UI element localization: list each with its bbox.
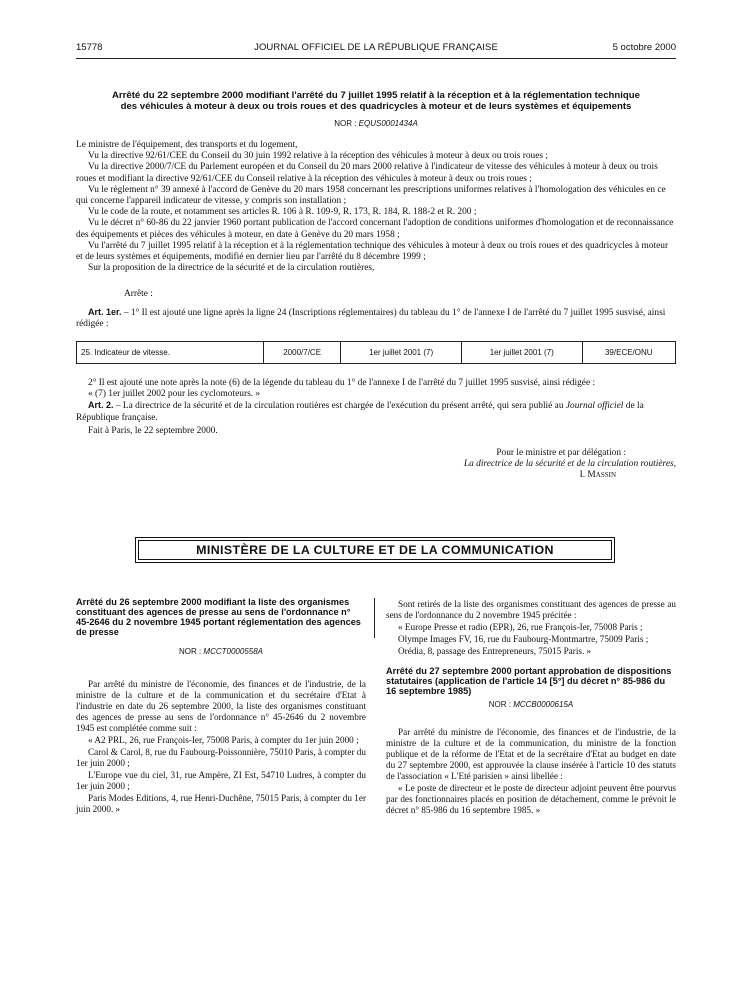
- table-cell: 39/ECE/ONU: [582, 342, 675, 364]
- header-rule: [76, 58, 676, 59]
- signature-delegation: Pour le ministre et par délégation :: [496, 448, 626, 458]
- withdrawn-entry: Orédia, 8, passage des Entrepreneurs, 75015 Paris. »: [398, 646, 592, 656]
- signature-name: I. Massin: [579, 470, 616, 481]
- withdrawn-entry: « Europe Presse et radio (EPR), 26, rue François-Ier, 75008 Paris ;: [398, 622, 643, 632]
- journal-title: JOURNAL OFFICIEL DE LA RÉPUBLIQUE FRANÇAISE: [254, 42, 498, 53]
- decree3-nor: [386, 699, 676, 710]
- decree3-clause: « Le poste de directeur et le poste de directeur adjoint peuvent être pourvus par des fonctionnaires placés en position de détachement, comme le prévoit le décret n° 85-986 du 16 septembre 1985. »: [386, 783, 676, 815]
- article1-label: Art. 1er.: [88, 307, 122, 317]
- preamble-minister: Le ministre de l'équipement, des transports et du logement,: [76, 140, 298, 150]
- article1-point2: 2° Il est ajouté une note après la note (6) de la légende du tableau du 1° de l'annexe I de l'arrêté du 7 juillet 1995 susvisé, ainsi rédigée :: [88, 378, 596, 388]
- table-cell: 2000/7/CE: [264, 342, 341, 364]
- nor-code: MCCB0000615A: [513, 700, 574, 709]
- table-cell: 1er juillet 2001 (7): [461, 342, 582, 364]
- table-cell: 1er juillet 2001 (7): [341, 342, 462, 364]
- preamble-vu: Vu la directive 2000/7/CE du Parlement européen et du Conseil du 20 mars 2000 relative à l'indicateur de vitesse des véhicules à moteur à deux ou trois roues et modifiant la directive 92/61/CEE du Conseil relative à la réception des véhicules à moteur à deux ou trois roues ;: [76, 162, 658, 184]
- decree1-title-line1: Arrêté du 22 septembre 2000 modifiant l'arrêté du 7 juillet 1995 relatif à la réception et à la réglementation technique: [112, 90, 640, 101]
- agency-entry: Carol & Carol, 8, rue du Faubourg-Poissonnière, 75010 Paris, à compter du 1er juin 2000 ;: [76, 747, 366, 768]
- decree3-title: Arrêté du 27 septembre 2000 portant approbation de dispositions statutaires (application de l'article 14 [5°] du décret n° 85-986 du 16 septembre 1985): [386, 666, 672, 696]
- nor-label: NOR :: [488, 700, 514, 709]
- decree3-intro: Par arrêté du ministre de l'économie, des finances et de l'industrie, de la ministre de la culture et de la communication, du ministre de la fonction publique et de la réforme de l'Etat et de la secrétaire d'Etat au budget en date du 27 septembre 2000, est approuvée la clause insérée à l'article 10 des statuts de l'association « L'Eté parisien » ainsi libellée :: [386, 727, 676, 781]
- ministry-banner: [135, 537, 615, 563]
- preamble-vu: Vu le règlement n° 39 annexé à l'accord de Genève du 20 mars 1958 concernant les prescriptions uniformes relatives à l'homologation des véhicules en ce qui concerne l'appareil indicateur de vitesse, y compris son installation ;: [76, 184, 666, 207]
- ministry-name: MINISTÈRE DE LA CULTURE ET DE LA COMMUNICATION: [138, 540, 612, 560]
- withdrawn-entry: Olympe Images FV, 16, rue du Faubourg-Montmartre, 75009 Paris ;: [398, 634, 649, 644]
- decree1-title-line2: des véhicules à moteur à deux ou trois roues et des quadricycles à moteur et de leurs systèmes et équipements: [120, 100, 632, 112]
- decree2: [76, 597, 366, 816]
- issue-date: 5 octobre 2000: [612, 42, 676, 53]
- decree2-title: Arrêté du 26 septembre 2000 modifiant la liste des organismes constituant des agences de presse au sens de l'ordonnance n° 45-2646 du 2 novembre 1945 portant réglementation des agences de presse: [76, 597, 361, 637]
- nor-label: NOR :: [334, 119, 359, 128]
- journal-officiel-ref: Journal officiel: [565, 401, 624, 412]
- arrete-word: Arrête :: [124, 289, 153, 299]
- table-cell: 25. Indicateur de vitesse.: [77, 342, 264, 364]
- page-number: 15778: [76, 42, 103, 53]
- agency-entry: « A2 PRL, 26, rue François-Ier, 75008 Paris, à compter du 1er juin 2000 ;: [88, 735, 359, 745]
- decree1-title: [76, 91, 676, 112]
- withdrawn-intro: Sont retirés de la liste des organismes constituant des agences de presse au sens de l'ordonnance du 2 novembre 1945 précitée :: [386, 599, 676, 620]
- article2-label: Art. 2.: [88, 400, 114, 411]
- preamble-vu: Vu l'arrêté du 7 juillet 1995 relatif à la réception et à la réglementation technique des véhicules à moteur à deux ou trois roues et des quadricycles à moteur et de leurs systèmes et équipements, modifié en dernier lieu par l'arrêté du 8 décembre 1999 ;: [76, 240, 669, 263]
- agency-entry: L'Europe vue du ciel, 31, rue Ampère, ZI Est, 54710 Ludres, à compter du 1er juin 2000 ;: [76, 770, 366, 791]
- decree1-article1-continued: [76, 378, 676, 437]
- decree2-intro: Par arrêté du ministre de l'économie, des finances et de l'industrie, de la ministre de la culture et de la communication et du secrétaire d'Etat à l'industrie en date du 26 septembre 2000, la liste des organismes constituant des agences de presse au sens de l'ordonnance n° 45-2646 du 2 novembre 1945 est complétée comme suit :: [76, 679, 366, 733]
- decree1-article1: [76, 307, 676, 330]
- nor-code: EQUS0001434A: [358, 119, 418, 128]
- decree1-preamble: [76, 140, 676, 274]
- article1-text: – 1° Il est ajouté une ligne après la ligne 24 (Inscriptions réglementaires) du tableau du 1° de l'annexe I de l'arrêté du 7 juillet 1995 susvisé, ainsi rédigée :: [76, 308, 666, 330]
- article2-text-end: de la République française.: [76, 401, 644, 423]
- decree1-arrete: [76, 289, 676, 300]
- table-row: [77, 342, 676, 364]
- fait-a-paris: Fait à Paris, le 22 septembre 2000.: [88, 425, 218, 436]
- preamble-vu: Vu le code de la route, et notamment ses articles R. 106 à R. 109-9, R. 173, R. 184, R. 188-2 et R. 200 ;: [88, 207, 477, 218]
- regulation-table: [76, 341, 676, 364]
- preamble-vu: Vu la directive 92/61/CEE du Conseil du 30 juin 1992 relative à la réception des véhicules à moteur à deux ou trois roues ;: [88, 151, 548, 162]
- decree2-nor: [76, 646, 366, 657]
- nor-label: NOR :: [178, 647, 204, 656]
- article2-text: – La directrice de la sécurité et de la circulation routières est chargée de l'exécution du présent arrêté, qui sera publié au: [113, 401, 566, 412]
- right-column: [386, 599, 676, 817]
- column-divider: [374, 598, 375, 638]
- preamble-proposition: Sur la proposition de la directrice de la sécurité et de la circulation routières,: [88, 263, 375, 274]
- article1-note7: « (7) 1er juillet 2002 pour les cyclomoteurs. »: [88, 389, 261, 400]
- preamble-vu: Vu le décret n° 60-86 du 22 janvier 1960 portant publication de l'accord concernant l'adoption de conditions uniformes d'homologation et de reconnaissance des équipements et pièces des véhicules à moteur, en date à Genève du 20 mars 1958 ;: [76, 218, 674, 240]
- nor-code: MCCT0000558A: [203, 647, 264, 656]
- agency-entry: Paris Modes Editions, 4, rue Henri-Duchêne, 75015 Paris, à compter du 1er juin 2000. »: [76, 793, 366, 814]
- decree1-signature: [380, 448, 676, 482]
- running-header: [76, 42, 676, 56]
- signature-role: La directrice de la sécurité et de la circulation routières,: [463, 459, 676, 470]
- decree1-nor: [76, 119, 676, 128]
